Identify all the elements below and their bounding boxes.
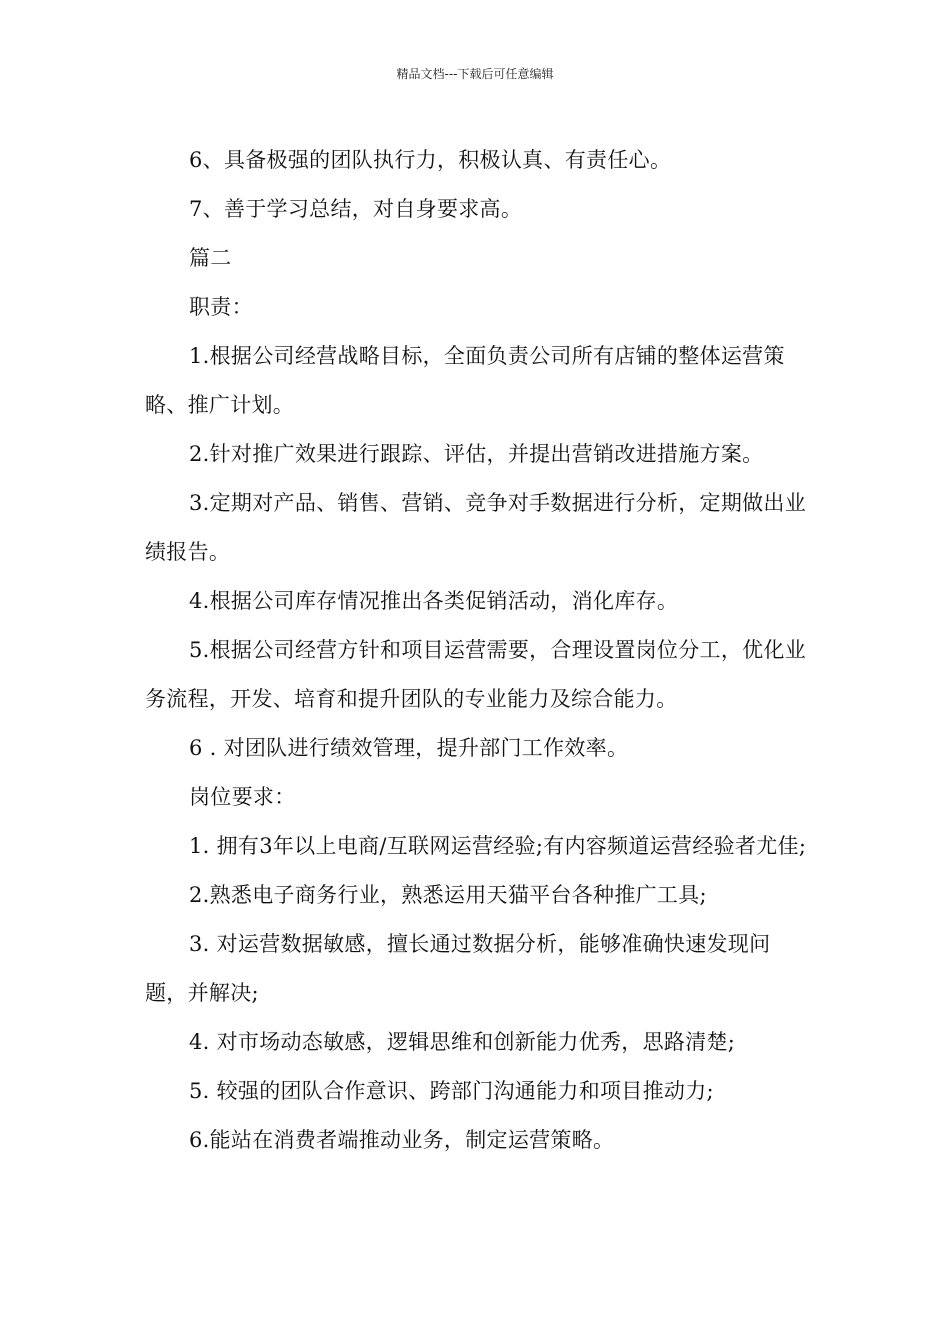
requirement-item-4: 4. 对市场动态敏感，逻辑思维和创新能力优秀，思路清楚; <box>189 1030 736 1054</box>
duty-item-6: 6 . 对团队进行绩效管理，提升部门工作效率。 <box>189 736 629 760</box>
duty-item-4: 4.根据公司库存情况推出各类促销活动，消化库存。 <box>189 589 679 613</box>
paragraph-team-execution: 6、具备极强的团队执行力，积极认真、有责任心。 <box>189 148 672 172</box>
duty-item-1: 1.根据公司经营战略目标，全面负责公司所有店铺的整体运营策略、推广计划。 <box>145 344 785 417</box>
duty-item-2: 2.针对推广效果进行跟踪、评估，并提出营销改进措施方案。 <box>189 442 764 466</box>
section-heading-part-two: 篇二 <box>189 246 232 270</box>
section-heading-duties: 职责： <box>189 295 253 319</box>
requirement-item-2: 2.熟悉电子商务行业，熟悉运用天猫平台各种推广工具; <box>189 883 707 907</box>
page-header: 精品文档---下载后可任意编辑 <box>396 67 554 81</box>
requirement-item-3: 3. 对运营数据敏感，擅长通过数据分析，能够准确快速发现问题，并解决; <box>145 932 771 1005</box>
requirement-item-1: 1. 拥有3年以上电商/互联网运营经验;有内容频道运营经验者尤佳; <box>189 834 807 858</box>
duty-item-5: 5.根据公司经营方针和项目运营需要，合理设置岗位分工，优化业务流程，开发、培育和提升团队的专业能力及综合能力。 <box>145 638 807 711</box>
requirement-item-6: 6.能站在消费者端推动业务，制定运营策略。 <box>189 1128 615 1152</box>
document-body <box>145 136 810 1165</box>
duty-item-3: 3.定期对产品、销售、营销、竞争对手数据进行分析，定期做出业绩报告。 <box>145 491 807 564</box>
paragraph-self-learning: 7、善于学习总结，对自身要求高。 <box>189 197 523 221</box>
section-heading-requirements: 岗位要求： <box>189 785 296 809</box>
requirement-item-5: 5. 较强的团队合作意识、跨部门沟通能力和项目推动力; <box>189 1079 714 1103</box>
